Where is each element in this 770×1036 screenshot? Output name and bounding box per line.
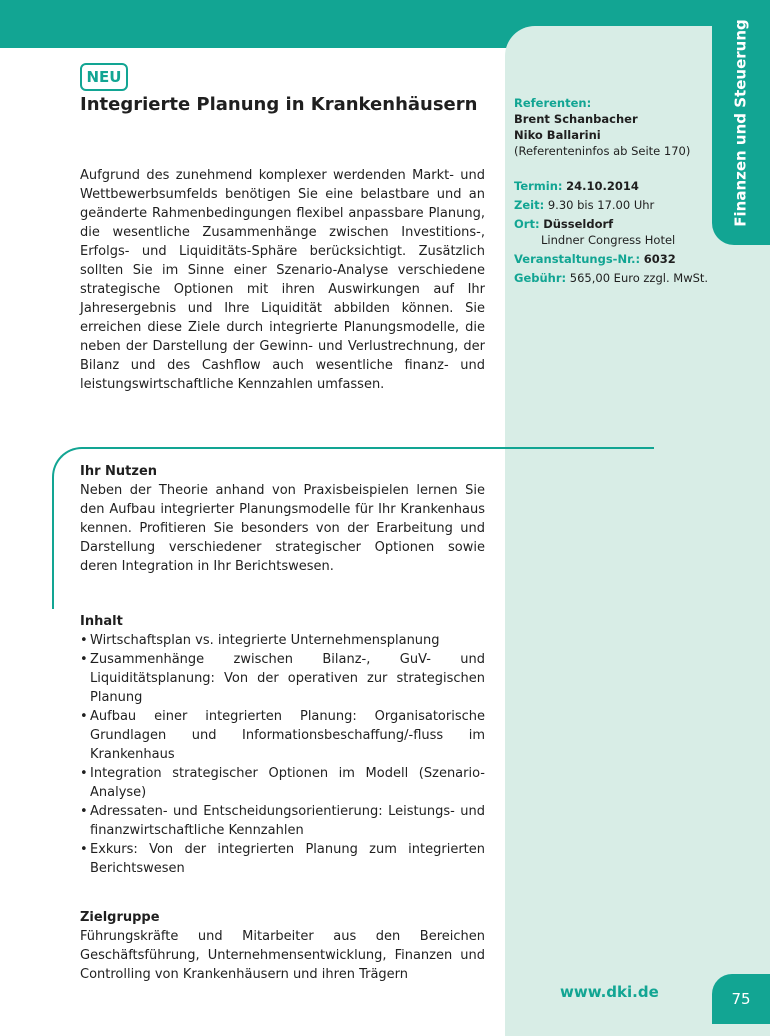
intro-text: Aufgrund des zunehmend komplexer werdenden Markt- und Wettbewerbsumfelds benötigen Sie eine belastbare und an geänderte Rahmenbedingungen flexibel anpassbare Planung, die wesentliche Zusammenhänge zwischen Investitions-, Erfolgs- und Liquiditäts-Sphäre berücksichtigt. Zusätzlich sollten Sie im Sinne einer Szenario-Analyse verschiedene strategische Optionen mit ihren Auswirkungen auf Ihr Jahresergebnis und Ihre Liquidität abbilden können. Sie erreichen diese Ziele durch integrierte Planungsmodelle, die neben der Darstellung der Gewinn- und Verlustrechnung, der Bilanz und des Cashflow auch wesentliche finanz- und leistungswirtschaftliche Kennzahlen umfassen. bbox=[80, 168, 485, 392]
fee-label: Gebühr: bbox=[514, 271, 567, 285]
speaker-name: Niko Ballarini bbox=[514, 128, 601, 142]
fee-value: 565,00 Euro zzgl. MwSt. bbox=[569, 271, 709, 285]
target-text: Führungskräfte und Mitarbeiter aus den Bereichen Geschäftsführung, Unternehmensentwicklung, Finanzen und Controlling von Krankenhäusern und ihren Trägern bbox=[80, 929, 485, 982]
time-value: 9.30 bis 17.00 Uhr bbox=[547, 198, 655, 212]
page-title: Integrierte Planung in Krankenhäusern bbox=[80, 94, 478, 115]
page-number-box bbox=[712, 974, 770, 1024]
list-item: • Exkurs: Von der integrierten Planung zum integrierten Berichtswesen bbox=[80, 840, 485, 878]
website-link[interactable]: www.dki.de bbox=[560, 983, 659, 1001]
event-info bbox=[514, 95, 709, 286]
speakers-label: Referenten: bbox=[514, 96, 592, 110]
list-item: • Zusammenhänge zwischen Bilanz-, GuV- und Liquiditätsplanung: Von der operativen zur strategischen Planung bbox=[80, 650, 485, 707]
event-no-label: Veranstaltungs-Nr.: bbox=[514, 252, 641, 266]
place-city: Düsseldorf bbox=[543, 217, 614, 231]
place-label: Ort: bbox=[514, 217, 540, 231]
content-list bbox=[80, 631, 485, 878]
content-section bbox=[80, 612, 485, 878]
benefit-section bbox=[80, 462, 485, 576]
target-heading: Zielgruppe bbox=[80, 910, 160, 925]
list-item: • Adressaten- und Entscheidungsorientierung: Leistungs- und finanzwirtschaftliche Kennzahlen bbox=[80, 802, 485, 840]
date-value: 24.10.2014 bbox=[566, 179, 639, 193]
page-number: 75 bbox=[731, 990, 751, 1008]
list-item: • Wirtschaftsplan vs. integrierte Unternehmensplanung bbox=[80, 631, 485, 650]
date-label: Termin: bbox=[514, 179, 563, 193]
benefit-heading: Ihr Nutzen bbox=[80, 464, 158, 479]
speaker-name: Brent Schanbacher bbox=[514, 112, 638, 126]
section-tab bbox=[712, 0, 770, 245]
speakers-note: (Referenteninfos ab Seite 170) bbox=[514, 144, 691, 158]
list-item: • Aufbau einer integrierten Planung: Organisatorische Grundlagen und Informationsbeschaffung/-fluss im Krankenhaus bbox=[80, 707, 485, 764]
list-item: • Integration strategischer Optionen im Modell (Szenario-Analyse) bbox=[80, 764, 485, 802]
section-tab-label: Finanzen und Steuerung bbox=[732, 18, 751, 227]
target-section bbox=[80, 908, 485, 984]
content-heading: Inhalt bbox=[80, 614, 123, 629]
benefit-text: Neben der Theorie anhand von Praxisbeispielen lernen Sie den Aufbau integrierter Planungsmodelle für Ihr Krankenhaus kennen. Profitieren Sie besonders von der Erarbeitung und Darstellung verschiedener strategischer Optionen sowie deren Integration in Ihr Berichtswesen. bbox=[80, 483, 485, 574]
new-badge: NEU bbox=[80, 63, 128, 91]
place-venue: Lindner Congress Hotel bbox=[541, 233, 676, 247]
time-label: Zeit: bbox=[514, 198, 545, 212]
event-no-value: 6032 bbox=[643, 252, 676, 266]
